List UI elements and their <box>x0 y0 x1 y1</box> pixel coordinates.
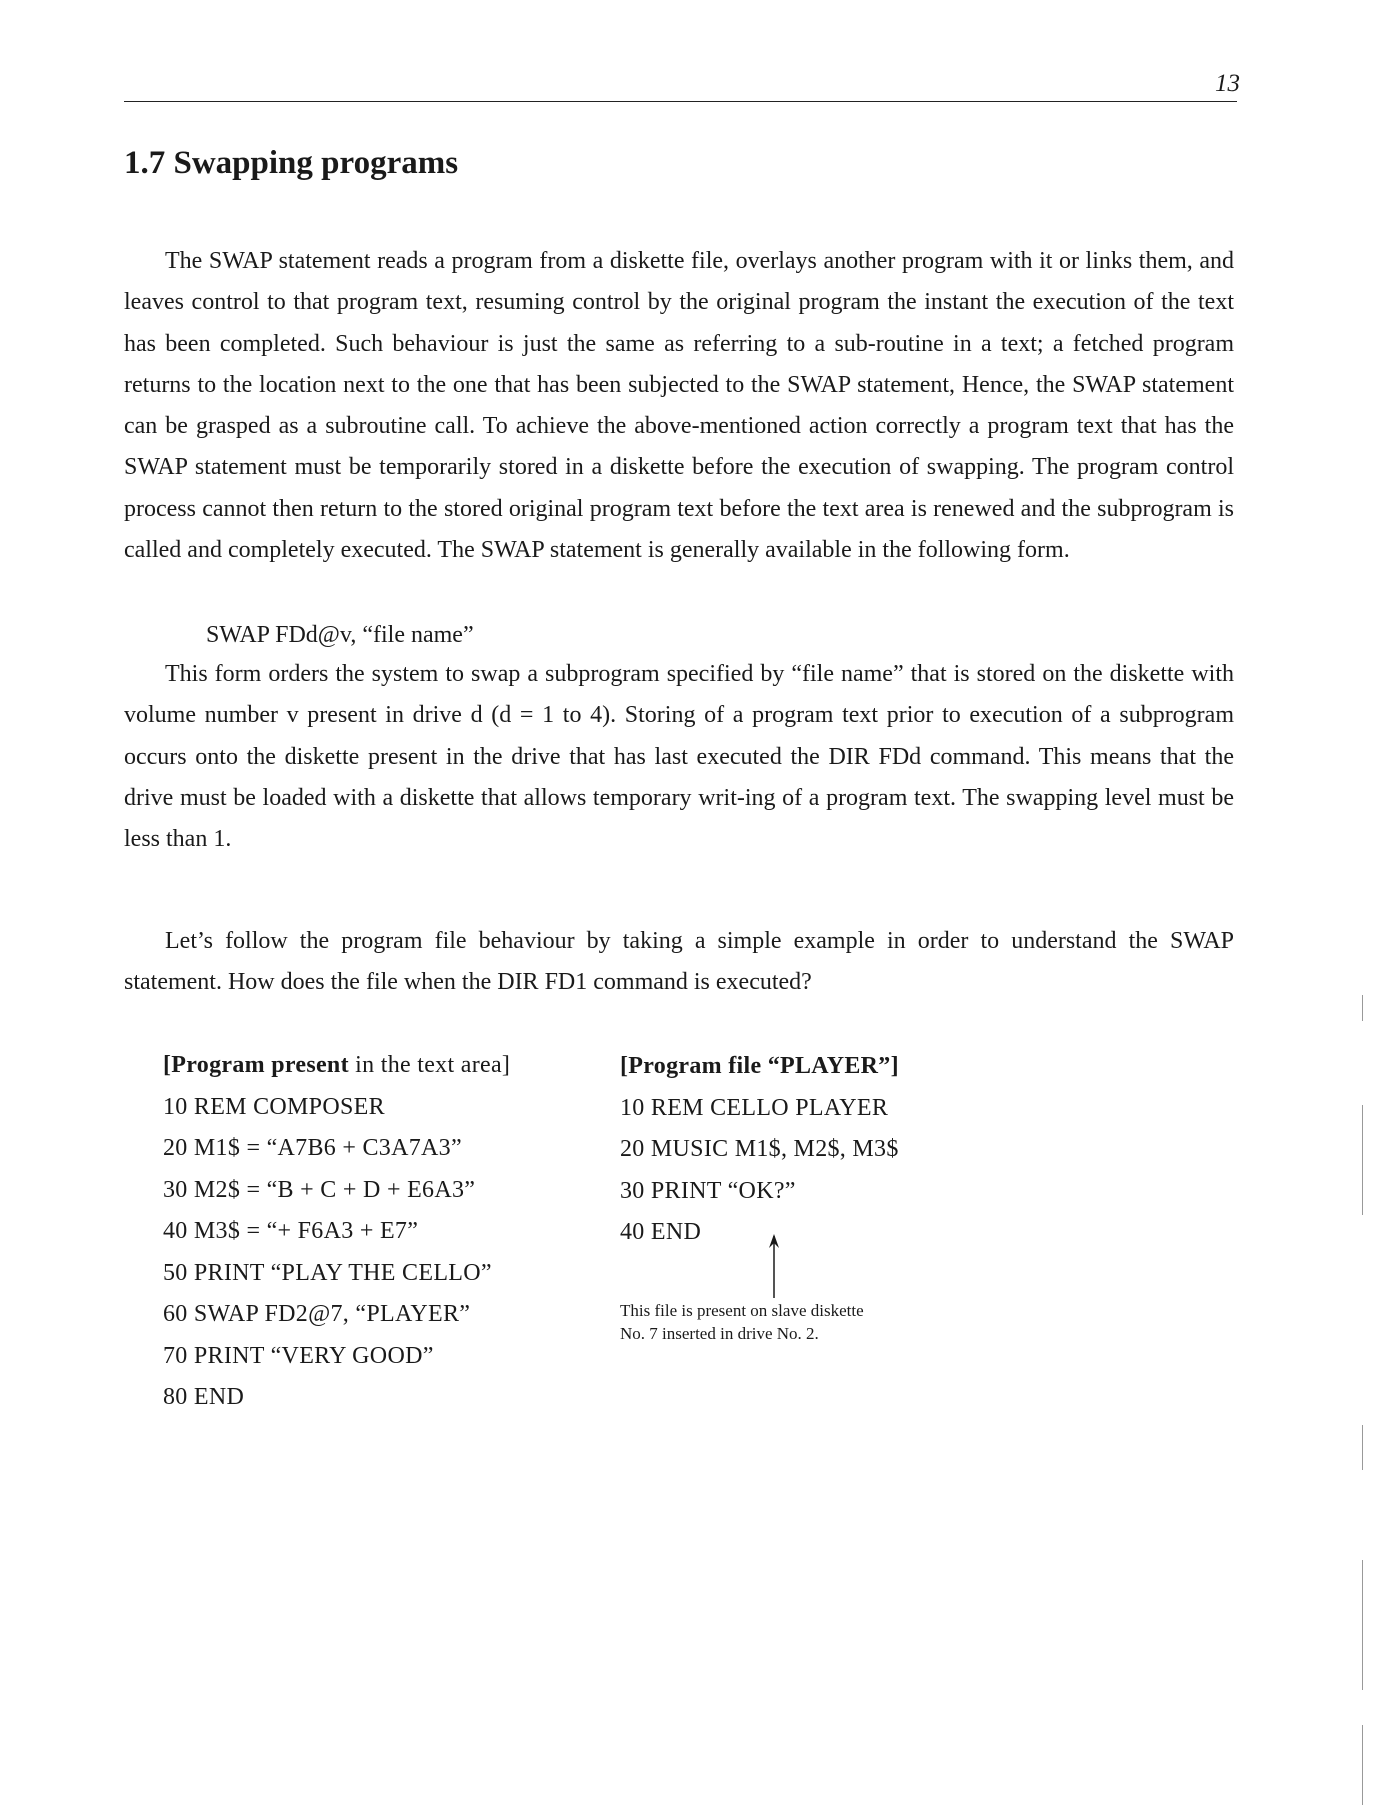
margin-mark <box>1362 1725 1363 1805</box>
code-line: 10 REM CELLO PLAYER <box>620 1094 889 1121</box>
up-arrow-icon <box>766 1232 782 1298</box>
listing-heading <box>620 1046 899 1088</box>
margin-mark <box>1362 1560 1363 1690</box>
listing-heading-bold: [Program present <box>163 1052 349 1078</box>
page-number: 13 <box>1215 70 1240 97</box>
paragraph-form-description <box>124 654 1234 860</box>
listing-heading <box>163 1045 510 1087</box>
code-line: 60 SWAP FD2@7, “PLAYER” <box>163 1301 471 1327</box>
code-line: 40 END <box>620 1219 702 1245</box>
code-line: 10 REM COMPOSER <box>163 1093 385 1120</box>
listing-player-file <box>620 1046 899 1254</box>
listing-heading-rest: in the text area] <box>348 1052 511 1078</box>
swap-statement-form: SWAP FDd@v, “file name” <box>206 622 474 648</box>
header-rule <box>124 101 1237 102</box>
paragraph-1: The SWAP statement reads a program from a diskette file, overlays another program with it or links them, and leaves control to that program text, resuming control by the original program the instant the execution of the text has been completed. Such behaviour is just the same as referring to a sub-routine in a text; a fetched program returns to the location next to the one that has been subjected to the SWAP statement, Hence, the SWAP statement can be grasped as a subroutine call. To achieve the above-mentioned action correctly a program text that has the SWAP statement must be temporarily stored in a diskette before the execution of swapping. The program control process cannot then return to the stored original program text before the text area is renewed and the subprogram is called and completely executed. The SWAP statement is generally available in the following form. <box>124 248 1234 564</box>
file-note <box>620 1299 864 1345</box>
margin-mark <box>1362 1105 1363 1215</box>
listing-heading-bold: [Program file “PLAYER”] <box>620 1053 899 1079</box>
code-line: 70 PRINT “VERY GOOD” <box>163 1342 434 1369</box>
note-line: This file is present on slave diskette <box>620 1301 864 1320</box>
section-title: 1.7 Swapping programs <box>124 145 459 181</box>
code-line: 80 END <box>163 1384 245 1410</box>
code-line: 20 MUSIC M1$, M2$, M3$ <box>620 1136 899 1162</box>
paragraph-3: Let’s follow the program file behaviour by taking a simple example in order to understand the SWAP statement. How does the file when the DIR FD1 command is executed? <box>124 928 1234 996</box>
paragraph-intro <box>124 241 1234 571</box>
paragraph-2: This form orders the system to swap a subprogram specified by “file name” that is stored on the diskette with volume number v present in drive d (d = 1 to 4). Storing of a program text prior to execution of a subprogram occurs onto the diskette present in the drive that has last executed the DIR FDd command. This means that the drive must be loaded with a diskette that allows temporary writ-ing of a program text. The swapping level must be less than 1. <box>124 661 1234 853</box>
code-line: 20 M1$ = “A7B6 + C3A7A3” <box>163 1135 462 1161</box>
code-line: 40 M3$ = “+ F6A3 + E7” <box>163 1218 419 1244</box>
margin-mark <box>1362 1425 1363 1470</box>
code-line: 30 M2$ = “B + C + D + E6A3” <box>163 1176 476 1203</box>
code-line: 50 PRINT “PLAY THE CELLO” <box>163 1259 492 1286</box>
note-line: No. 7 inserted in drive No. 2. <box>620 1324 819 1343</box>
margin-mark <box>1362 995 1363 1021</box>
code-line: 30 PRINT “OK?” <box>620 1177 796 1204</box>
listing-text-area <box>163 1045 510 1419</box>
paragraph-example <box>124 921 1234 1004</box>
